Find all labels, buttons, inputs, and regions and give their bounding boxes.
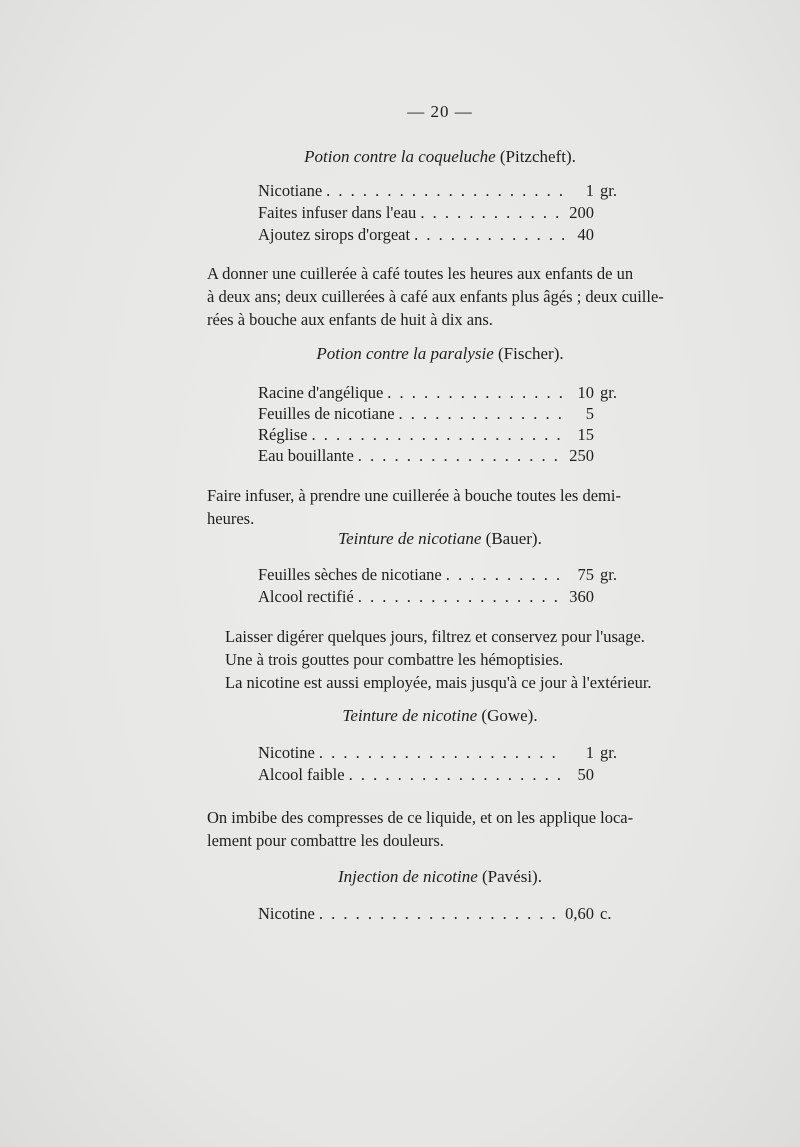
ingredient-name: Feuilles sèches de nicotiane (258, 565, 442, 584)
recipe-title-name: Potion contre la coqueluche (304, 147, 496, 166)
ingredient-name: Ajoutez sirops d'orgeat (258, 225, 411, 244)
ingredient-quantity: 0,60 (565, 904, 594, 923)
ingredient-quantity: 200 (569, 203, 594, 222)
ingredient-name: Nicotine (258, 743, 315, 762)
ingredient-name: Eau bouillante (258, 446, 354, 465)
ingredient-row (258, 203, 622, 225)
ingredient-row (258, 743, 622, 765)
recipe-title-author: (Pavési). (482, 867, 542, 886)
ingredient-row (258, 765, 622, 787)
ingredient-name: Nicotine (258, 904, 315, 923)
recipe-instructions (207, 484, 675, 530)
ingredient-row (258, 383, 622, 405)
ingredient-quantity: 15 (577, 425, 594, 444)
recipe-instructions (225, 625, 675, 694)
ingredient-quantity: 250 (569, 446, 594, 465)
ingredient-name: Racine d'angélique (258, 383, 384, 402)
leader-dots (349, 765, 564, 785)
ingredient-unit: c. (600, 904, 612, 923)
ingredient-row (258, 565, 622, 587)
recipe-title-name: Potion contre la paralysie (316, 344, 494, 363)
instruction-line: Laisser digérer quelques jours, filtrez et conservez pour l'usage. (225, 627, 645, 646)
recipe-instructions (207, 262, 675, 331)
instruction-line: heures. (207, 509, 255, 528)
recipe-title (0, 344, 800, 364)
ingredient-unit: gr. (600, 383, 617, 402)
ingredient-row (258, 587, 622, 609)
instruction-line: Faire infuser, à prendre une cuillerée à bouche toutes les demi- (207, 486, 621, 505)
ingredient-row (258, 446, 622, 468)
instruction-line: à deux ans; deux cuillerées à café aux enfants plus âgés ; deux cuille- (207, 287, 664, 306)
recipe-title-author: (Gowe). (481, 706, 538, 725)
recipe-title-author: (Fischer). (498, 344, 564, 363)
recipe-title (0, 147, 800, 167)
ingredient-name: Alcool faible (258, 765, 345, 784)
leader-dots (319, 743, 564, 763)
recipe-title-author: (Bauer). (485, 529, 542, 548)
ingredient-unit: gr. (600, 181, 617, 200)
ingredient-name: Alcool rectifié (258, 587, 354, 606)
leader-dots (399, 404, 564, 424)
recipe-instructions (207, 806, 675, 852)
leader-dots (312, 425, 565, 445)
instruction-line: rées à bouche aux enfants de huit à dix ans. (207, 310, 493, 329)
leader-dots (358, 587, 564, 607)
leader-dots (420, 203, 564, 223)
page-number: — 20 — (407, 102, 473, 121)
recipe-title-name: Injection de nicotine (338, 867, 478, 886)
ingredient-unit: gr. (600, 743, 617, 762)
leader-dots (326, 181, 564, 201)
ingredient-row (258, 181, 622, 203)
ingredient-row (258, 225, 622, 247)
instruction-line: A donner une cuillerée à café toutes les heures aux enfants de un (207, 264, 634, 283)
ingredient-quantity: 40 (577, 225, 594, 244)
recipe-title (0, 706, 800, 726)
recipe-title-name: Teinture de nicotiane (338, 529, 482, 548)
ingredient-quantity: 1 (585, 181, 594, 200)
leader-dots (387, 383, 564, 403)
instruction-line: lement pour combattre les douleurs. (207, 831, 444, 850)
leader-dots (414, 225, 564, 245)
ingredient-quantity: 10 (577, 383, 594, 402)
ingredient-quantity: 5 (585, 404, 594, 423)
ingredient-name: Nicotiane (258, 181, 323, 200)
instruction-line: Une à trois gouttes pour combattre les hémoptisies. (225, 650, 564, 669)
ingredient-row (258, 425, 622, 447)
ingredient-row (258, 904, 622, 926)
leader-dots (319, 904, 561, 924)
leader-dots (446, 565, 564, 585)
ingredient-quantity: 360 (569, 587, 594, 606)
ingredient-quantity: 50 (577, 765, 594, 784)
instruction-line: La nicotine est aussi employée, mais jusqu'à ce jour à l'extérieur. (225, 673, 652, 692)
leader-dots (358, 446, 564, 466)
recipe-title (0, 529, 800, 549)
recipe-title (0, 867, 800, 887)
ingredient-row (258, 404, 622, 426)
ingredient-unit: gr. (600, 565, 617, 584)
instruction-line: On imbibe des compresses de ce liquide, et on les applique loca- (207, 808, 634, 827)
recipe-title-author: (Pitzcheft). (499, 147, 576, 166)
ingredient-quantity: 1 (585, 743, 594, 762)
recipe-title-name: Teinture de nicotine (342, 706, 478, 725)
ingredient-quantity: 75 (577, 565, 594, 584)
ingredient-name: Feuilles de nicotiane (258, 404, 395, 423)
ingredient-name: Réglise (258, 425, 308, 444)
ingredient-name: Faites infuser dans l'eau (258, 203, 417, 222)
